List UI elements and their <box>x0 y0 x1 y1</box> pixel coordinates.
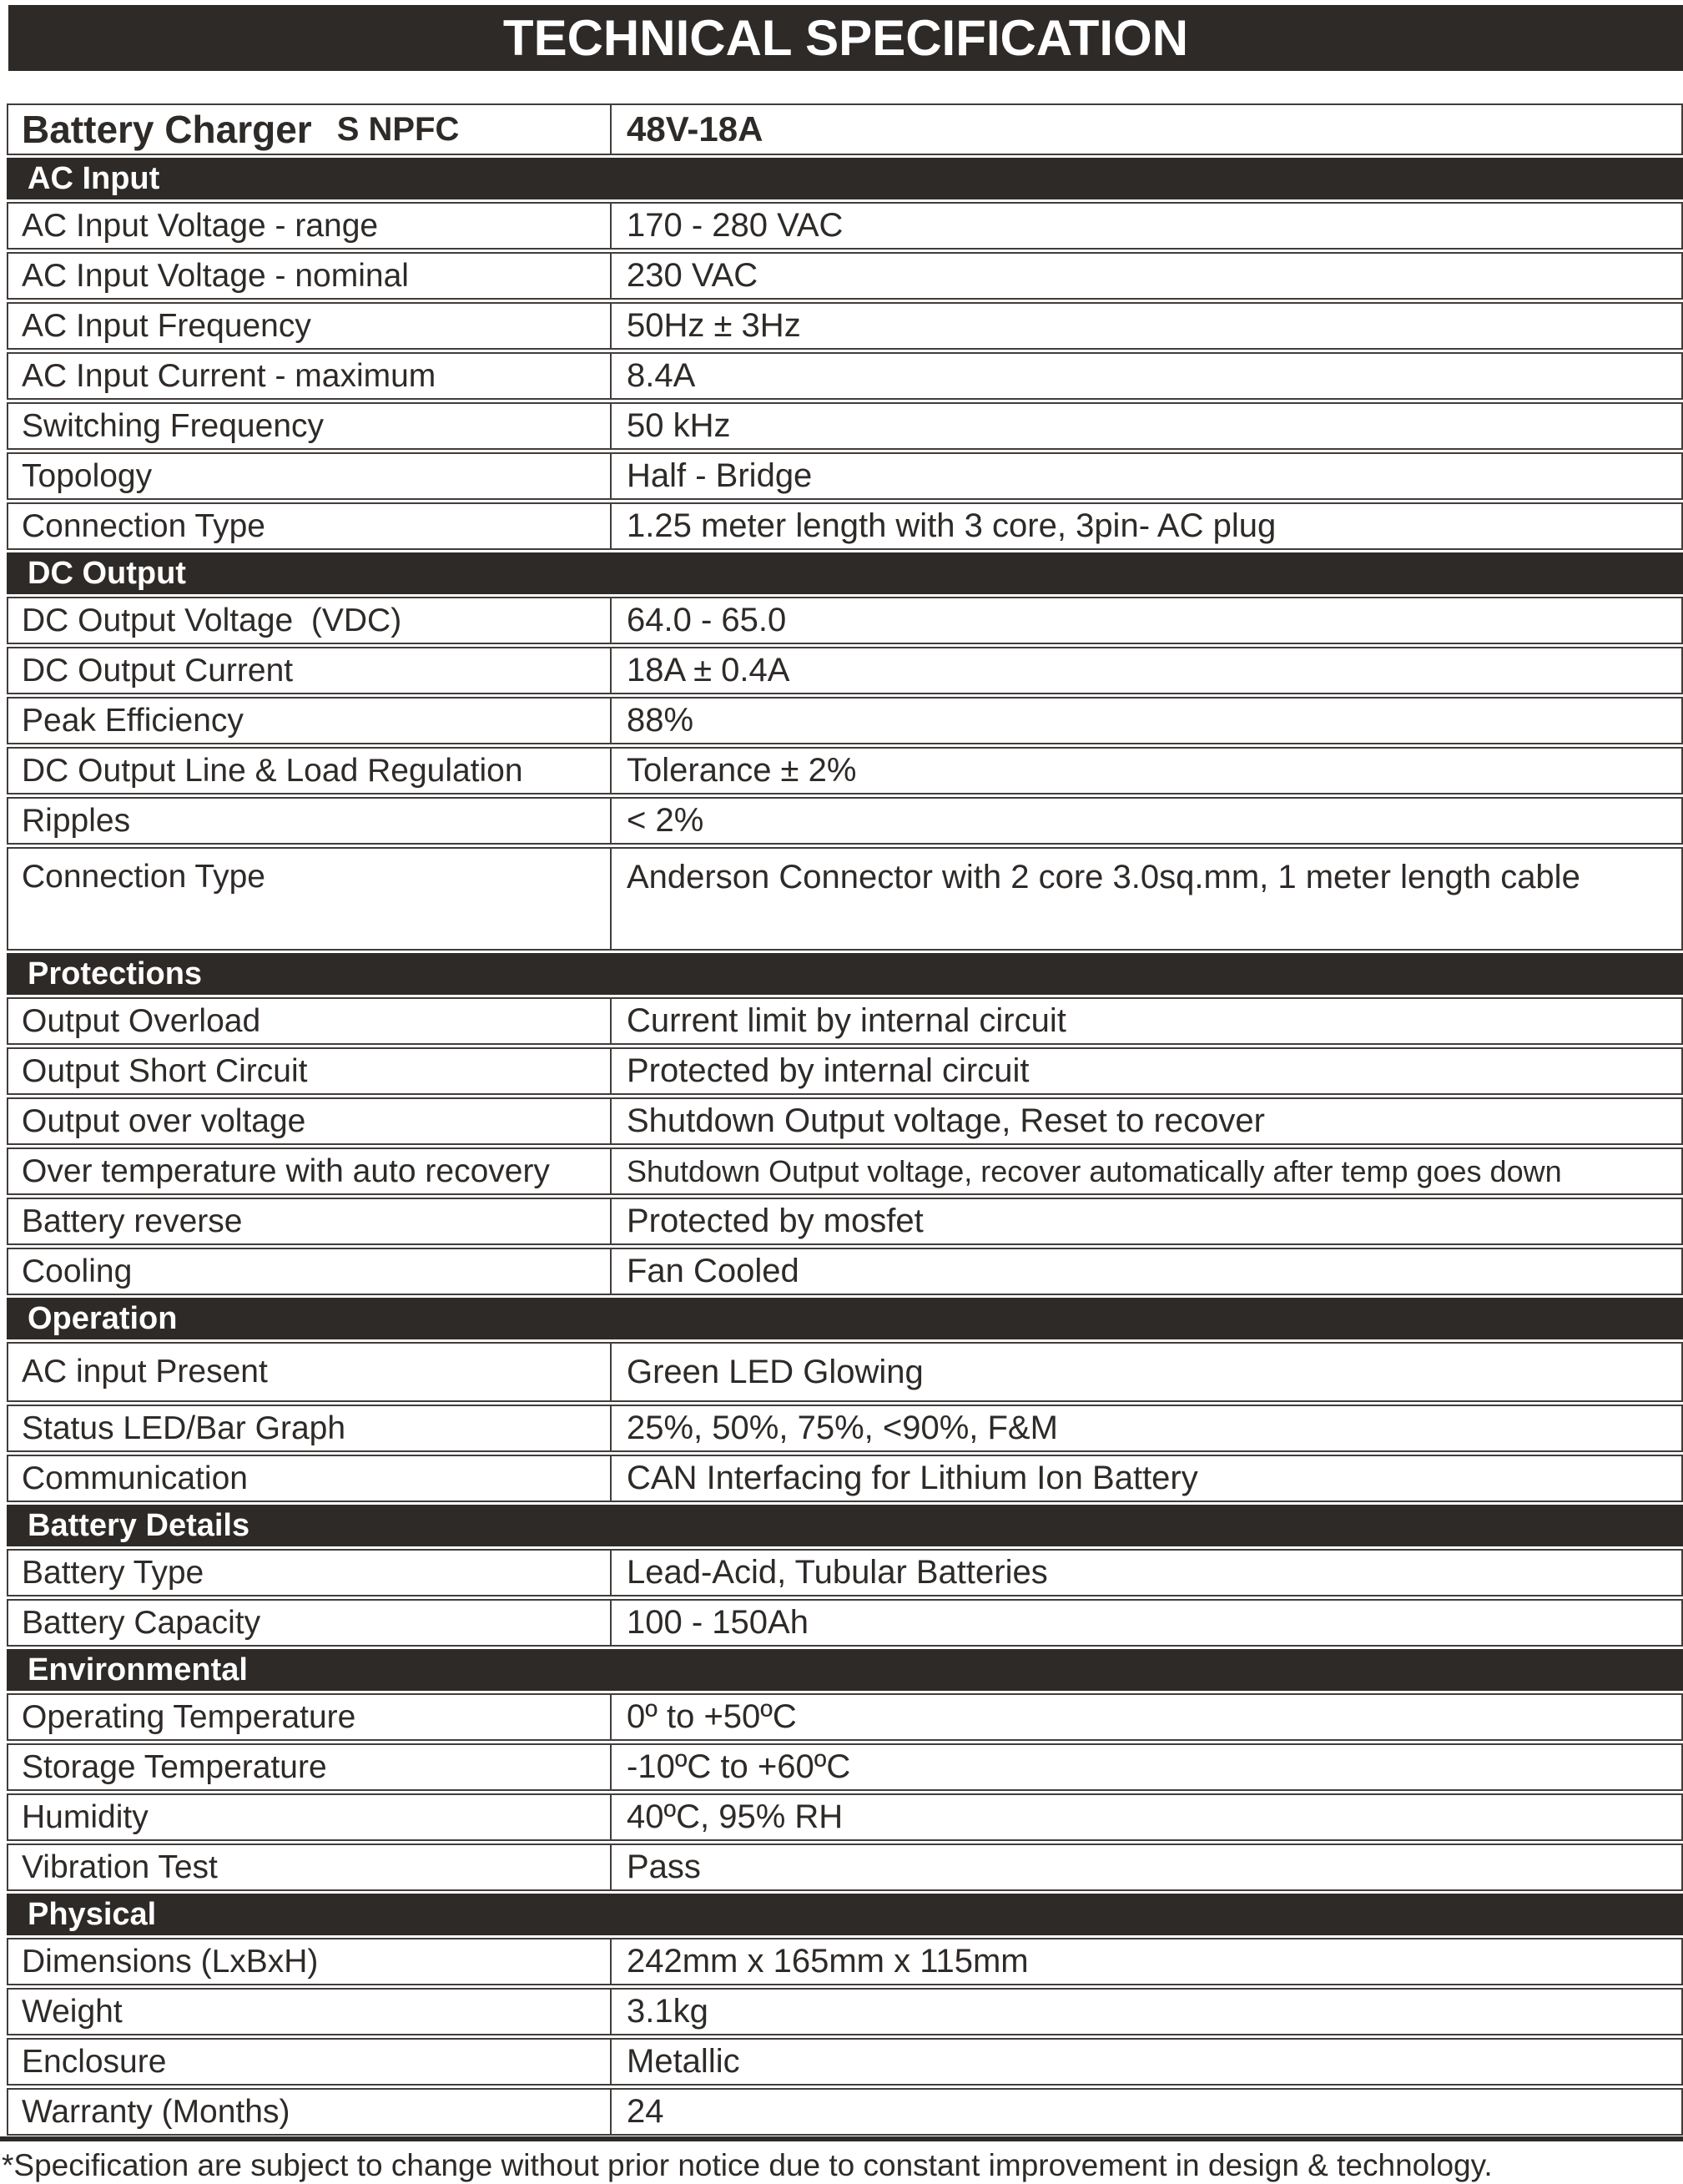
spec-row <box>7 352 1683 400</box>
page-title: TECHNICAL SPECIFICATION <box>502 10 1189 66</box>
section-header-ac-input <box>7 158 1683 199</box>
spec-label: Battery Type <box>8 1551 612 1595</box>
spec-value: 230 VAC <box>627 257 758 294</box>
section-label: Environmental <box>28 1652 248 1687</box>
spec-label: Connection Type <box>8 849 612 949</box>
spec-row <box>7 697 1683 744</box>
spec-label: Vibration Test <box>8 1845 612 1889</box>
spec-value: Protected by internal circuit <box>627 1052 1030 1089</box>
spec-row <box>7 1693 1683 1741</box>
spec-label: Enclosure <box>8 2040 612 2084</box>
spec-value: 64.0 - 65.0 <box>627 602 787 638</box>
section-header-battery-details <box>7 1505 1683 1546</box>
spec-table <box>7 103 1683 2136</box>
spec-sheet <box>0 5 1683 2182</box>
section-header-physical <box>7 1894 1683 1935</box>
spec-row <box>7 1599 1683 1647</box>
spec-value: Metallic <box>627 2043 740 2080</box>
spec-row <box>7 1988 1683 2035</box>
spec-row <box>7 847 1683 951</box>
spec-label: Operating Temperature <box>8 1695 612 1739</box>
section-header-environmental <box>7 1649 1683 1691</box>
spec-value: Tolerance ± 2% <box>627 752 857 789</box>
spec-row <box>7 1405 1683 1452</box>
spec-row <box>7 252 1683 300</box>
product-rating: 48V-18A <box>627 109 763 149</box>
spec-row <box>7 1844 1683 1891</box>
spec-row <box>7 2038 1683 2086</box>
spec-label: AC Input Frequency <box>8 304 612 348</box>
spec-value: 170 - 280 VAC <box>627 207 844 244</box>
spec-value: Anderson Connector with 2 core 3.0sq.mm, 1 meter length cable <box>627 859 1580 895</box>
spec-value: -10ºC to +60ºC <box>627 1748 851 1785</box>
spec-row <box>7 1743 1683 1791</box>
product-variant: S NPFC <box>336 110 460 148</box>
spec-row <box>7 1147 1683 1195</box>
table-header-row <box>7 103 1683 155</box>
spec-row <box>7 1097 1683 1145</box>
spec-label: Connection Type <box>8 504 612 548</box>
spec-value: 25%, 50%, 75%, <90%, F&M <box>627 1410 1058 1446</box>
spec-row <box>7 1047 1683 1095</box>
section-label: Protections <box>28 956 203 991</box>
section-header-dc-output <box>7 552 1683 594</box>
title-bar <box>8 5 1683 71</box>
spec-value: Half - Bridge <box>627 457 813 494</box>
spec-value: Green LED Glowing <box>627 1353 924 1390</box>
spec-label: Topology <box>8 454 612 498</box>
spec-row <box>7 797 1683 845</box>
spec-label: Storage Temperature <box>8 1745 612 1789</box>
spec-table-body <box>7 158 1683 2136</box>
spec-label: Warranty (Months) <box>8 2090 612 2134</box>
spec-label: Switching Frequency <box>8 404 612 448</box>
section-label: AC Input <box>28 160 160 196</box>
spec-value: 40ºC, 95% RH <box>627 1798 844 1835</box>
spec-label: Status LED/Bar Graph <box>8 1406 612 1450</box>
spec-label: Output Overload <box>8 999 612 1043</box>
spec-label: DC Output Line & Load Regulation <box>8 749 612 793</box>
spec-row <box>7 202 1683 250</box>
product-name: Battery Charger <box>22 108 312 151</box>
spec-row <box>7 997 1683 1045</box>
spec-label: AC Input Voltage - range <box>8 204 612 248</box>
spec-label: Battery reverse <box>8 1199 612 1243</box>
spec-value: Fan Cooled <box>627 1253 799 1289</box>
spec-label: Output over voltage <box>8 1099 612 1143</box>
spec-label: Weight <box>8 1990 612 2034</box>
spec-label: AC Input Current - maximum <box>8 354 612 398</box>
spec-value: Current limit by internal circuit <box>627 1002 1066 1039</box>
spec-label: DC Output Current <box>8 648 612 693</box>
spec-value: 18A ± 0.4A <box>627 652 790 688</box>
spec-value: Shutdown Output voltage, recover automatically after temp goes down <box>627 1153 1562 1188</box>
spec-row <box>7 1342 1683 1402</box>
spec-row <box>7 402 1683 450</box>
spec-value: Lead-Acid, Tubular Batteries <box>627 1554 1048 1591</box>
spec-label: DC Output Voltage (VDC) <box>8 598 612 643</box>
spec-value: < 2% <box>627 802 704 839</box>
spec-row <box>7 1938 1683 1985</box>
spec-label: Cooling <box>8 1249 612 1294</box>
spec-value: Shutdown Output voltage, Reset to recover <box>627 1102 1265 1139</box>
spec-label: Peak Efficiency <box>8 699 612 743</box>
product-cell <box>8 105 612 154</box>
spec-label: AC Input Voltage - nominal <box>8 254 612 298</box>
spec-label: AC input Present <box>8 1344 612 1400</box>
spec-label: Battery Capacity <box>8 1601 612 1645</box>
spec-row <box>7 747 1683 794</box>
section-header-operation <box>7 1298 1683 1339</box>
spec-row <box>7 1198 1683 1245</box>
section-label: Battery Details <box>28 1507 250 1543</box>
spec-value: 88% <box>627 702 694 739</box>
spec-label: Over temperature with auto recovery <box>8 1149 612 1193</box>
footnote: *Specification are subject to change without prior notice due to constant improvement in design & technology. <box>2 2148 1493 2182</box>
spec-row <box>7 597 1683 644</box>
spec-value: Protected by mosfet <box>627 1203 924 1239</box>
bottom-edge-bar <box>0 2136 1683 2141</box>
section-label: Operation <box>28 1300 178 1336</box>
spec-value: 8.4A <box>627 357 696 394</box>
spec-row <box>7 502 1683 550</box>
spec-value: 242mm x 165mm x 115mm <box>627 1943 1029 1980</box>
section-header-protections <box>7 953 1683 995</box>
section-label: Physical <box>28 1896 157 1932</box>
spec-row <box>7 1248 1683 1295</box>
spec-value: 50 kHz <box>627 407 731 444</box>
spec-row <box>7 302 1683 350</box>
spec-label: Dimensions (LxBxH) <box>8 1939 612 1984</box>
spec-row <box>7 2088 1683 2136</box>
spec-value: 0º to +50ºC <box>627 1698 797 1735</box>
spec-value: 50Hz ± 3Hz <box>627 307 801 344</box>
spec-value: 3.1kg <box>627 1993 708 2030</box>
spec-label: Humidity <box>8 1795 612 1839</box>
spec-row <box>7 1549 1683 1596</box>
spec-row <box>7 452 1683 500</box>
spec-row <box>7 1793 1683 1841</box>
spec-label: Communication <box>8 1456 612 1501</box>
spec-value: Pass <box>627 1849 701 1885</box>
spec-label: Ripples <box>8 799 612 843</box>
spec-value: 100 - 150Ah <box>627 1604 809 1641</box>
section-label: DC Output <box>28 555 186 591</box>
spec-value: CAN Interfacing for Lithium Ion Battery <box>627 1460 1198 1496</box>
spec-label: Output Short Circuit <box>8 1049 612 1093</box>
spec-value: 24 <box>627 2093 664 2130</box>
spec-value: 1.25 meter length with 3 core, 3pin- AC plug <box>627 507 1277 544</box>
spec-row <box>7 1455 1683 1502</box>
spec-row <box>7 647 1683 694</box>
